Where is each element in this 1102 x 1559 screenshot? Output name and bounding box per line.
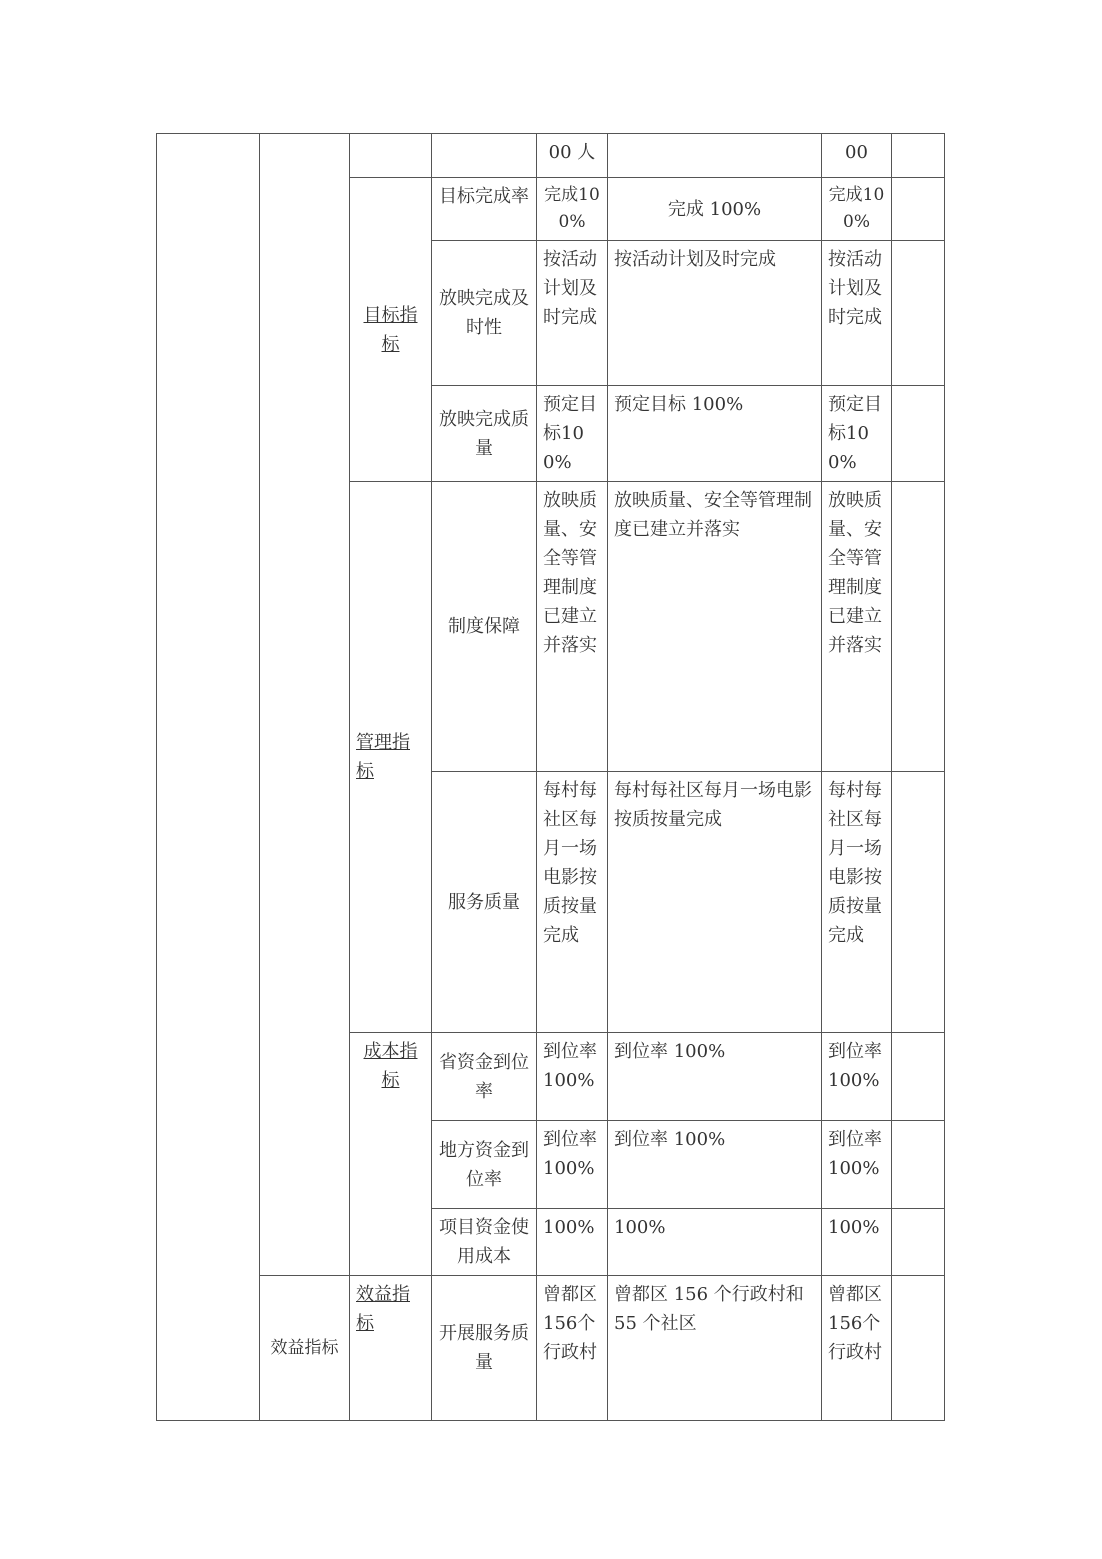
actual-value: 00 [822,134,892,178]
indicator-name: 省资金到位率 [432,1033,537,1121]
score-cell [892,1121,945,1209]
actual-value: 预定目标100% [822,386,892,482]
score-cell [892,241,945,386]
target-value: 预定目标100% [537,386,608,482]
group-benefit: 效益指标 [350,1276,432,1421]
target-value: 每村每社区每月一场电影按质按量完成 [537,772,608,1033]
score-cell [892,178,945,241]
score-cell [892,1276,945,1421]
actual-value: 到位率100% [822,1033,892,1121]
indicator-blank-cell [432,134,537,178]
level1b-blank-cell [260,134,350,1276]
score-cell [892,1209,945,1276]
plan-value: 到位率 100% [608,1033,822,1121]
score-cell [892,386,945,482]
indicator-name: 制度保障 [432,482,537,772]
group-management: 管理指标 [350,482,432,1033]
actual-value: 按活动计划及时完成 [822,241,892,386]
level1-blank-cell [157,134,260,1421]
score-cell [892,482,945,772]
actual-value: 完成100% [822,178,892,241]
plan-value: 完成 100% [608,178,822,241]
group-benefit-level1: 效益指标 [260,1276,350,1421]
actual-value: 100% [822,1209,892,1276]
target-value: 放映质量、安全等管理制度已建立并落实 [537,482,608,772]
score-cell [892,134,945,178]
plan-value: 到位率 100% [608,1121,822,1209]
plan-value: 曾都区 156 个行政村和 55 个社区 [608,1276,822,1421]
score-cell [892,1033,945,1121]
target-value: 完成100% [537,178,608,241]
target-value: 100% [537,1209,608,1276]
score-cell [892,772,945,1033]
actual-value: 每村每社区每月一场电影按质按量完成 [822,772,892,1033]
group-cost: 成本指标 [350,1033,432,1276]
indicator-name: 项目资金使用成本 [432,1209,537,1276]
target-value: 按活动计划及时完成 [537,241,608,386]
indicator-name: 目标完成率 [432,178,537,241]
indicator-name: 开展服务质量 [432,1276,537,1421]
target-value: 00 人 [537,134,608,178]
group-blank-cell [350,134,432,178]
indicator-name: 放映完成及时性 [432,241,537,386]
actual-value: 放映质量、安全等管理制度已建立并落实 [822,482,892,772]
indicator-name: 服务质量 [432,772,537,1033]
target-value: 到位率100% [537,1033,608,1121]
plan-value: 放映质量、安全等管理制度已建立并落实 [608,482,822,772]
target-value: 到位率100% [537,1121,608,1209]
indicator-name: 地方资金到位率 [432,1121,537,1209]
plan-cell [608,134,822,178]
plan-value: 按活动计划及时完成 [608,241,822,386]
plan-value: 100% [608,1209,822,1276]
actual-value: 曾都区156个行政村 [822,1276,892,1421]
indicator-name: 放映完成质量 [432,386,537,482]
group-target: 目标指标 [350,178,432,482]
performance-table [156,133,945,1421]
plan-value: 预定目标 100% [608,386,822,482]
plan-value: 每村每社区每月一场电影按质按量完成 [608,772,822,1033]
actual-value: 到位率100% [822,1121,892,1209]
target-value: 曾都区156个行政村 [537,1276,608,1421]
